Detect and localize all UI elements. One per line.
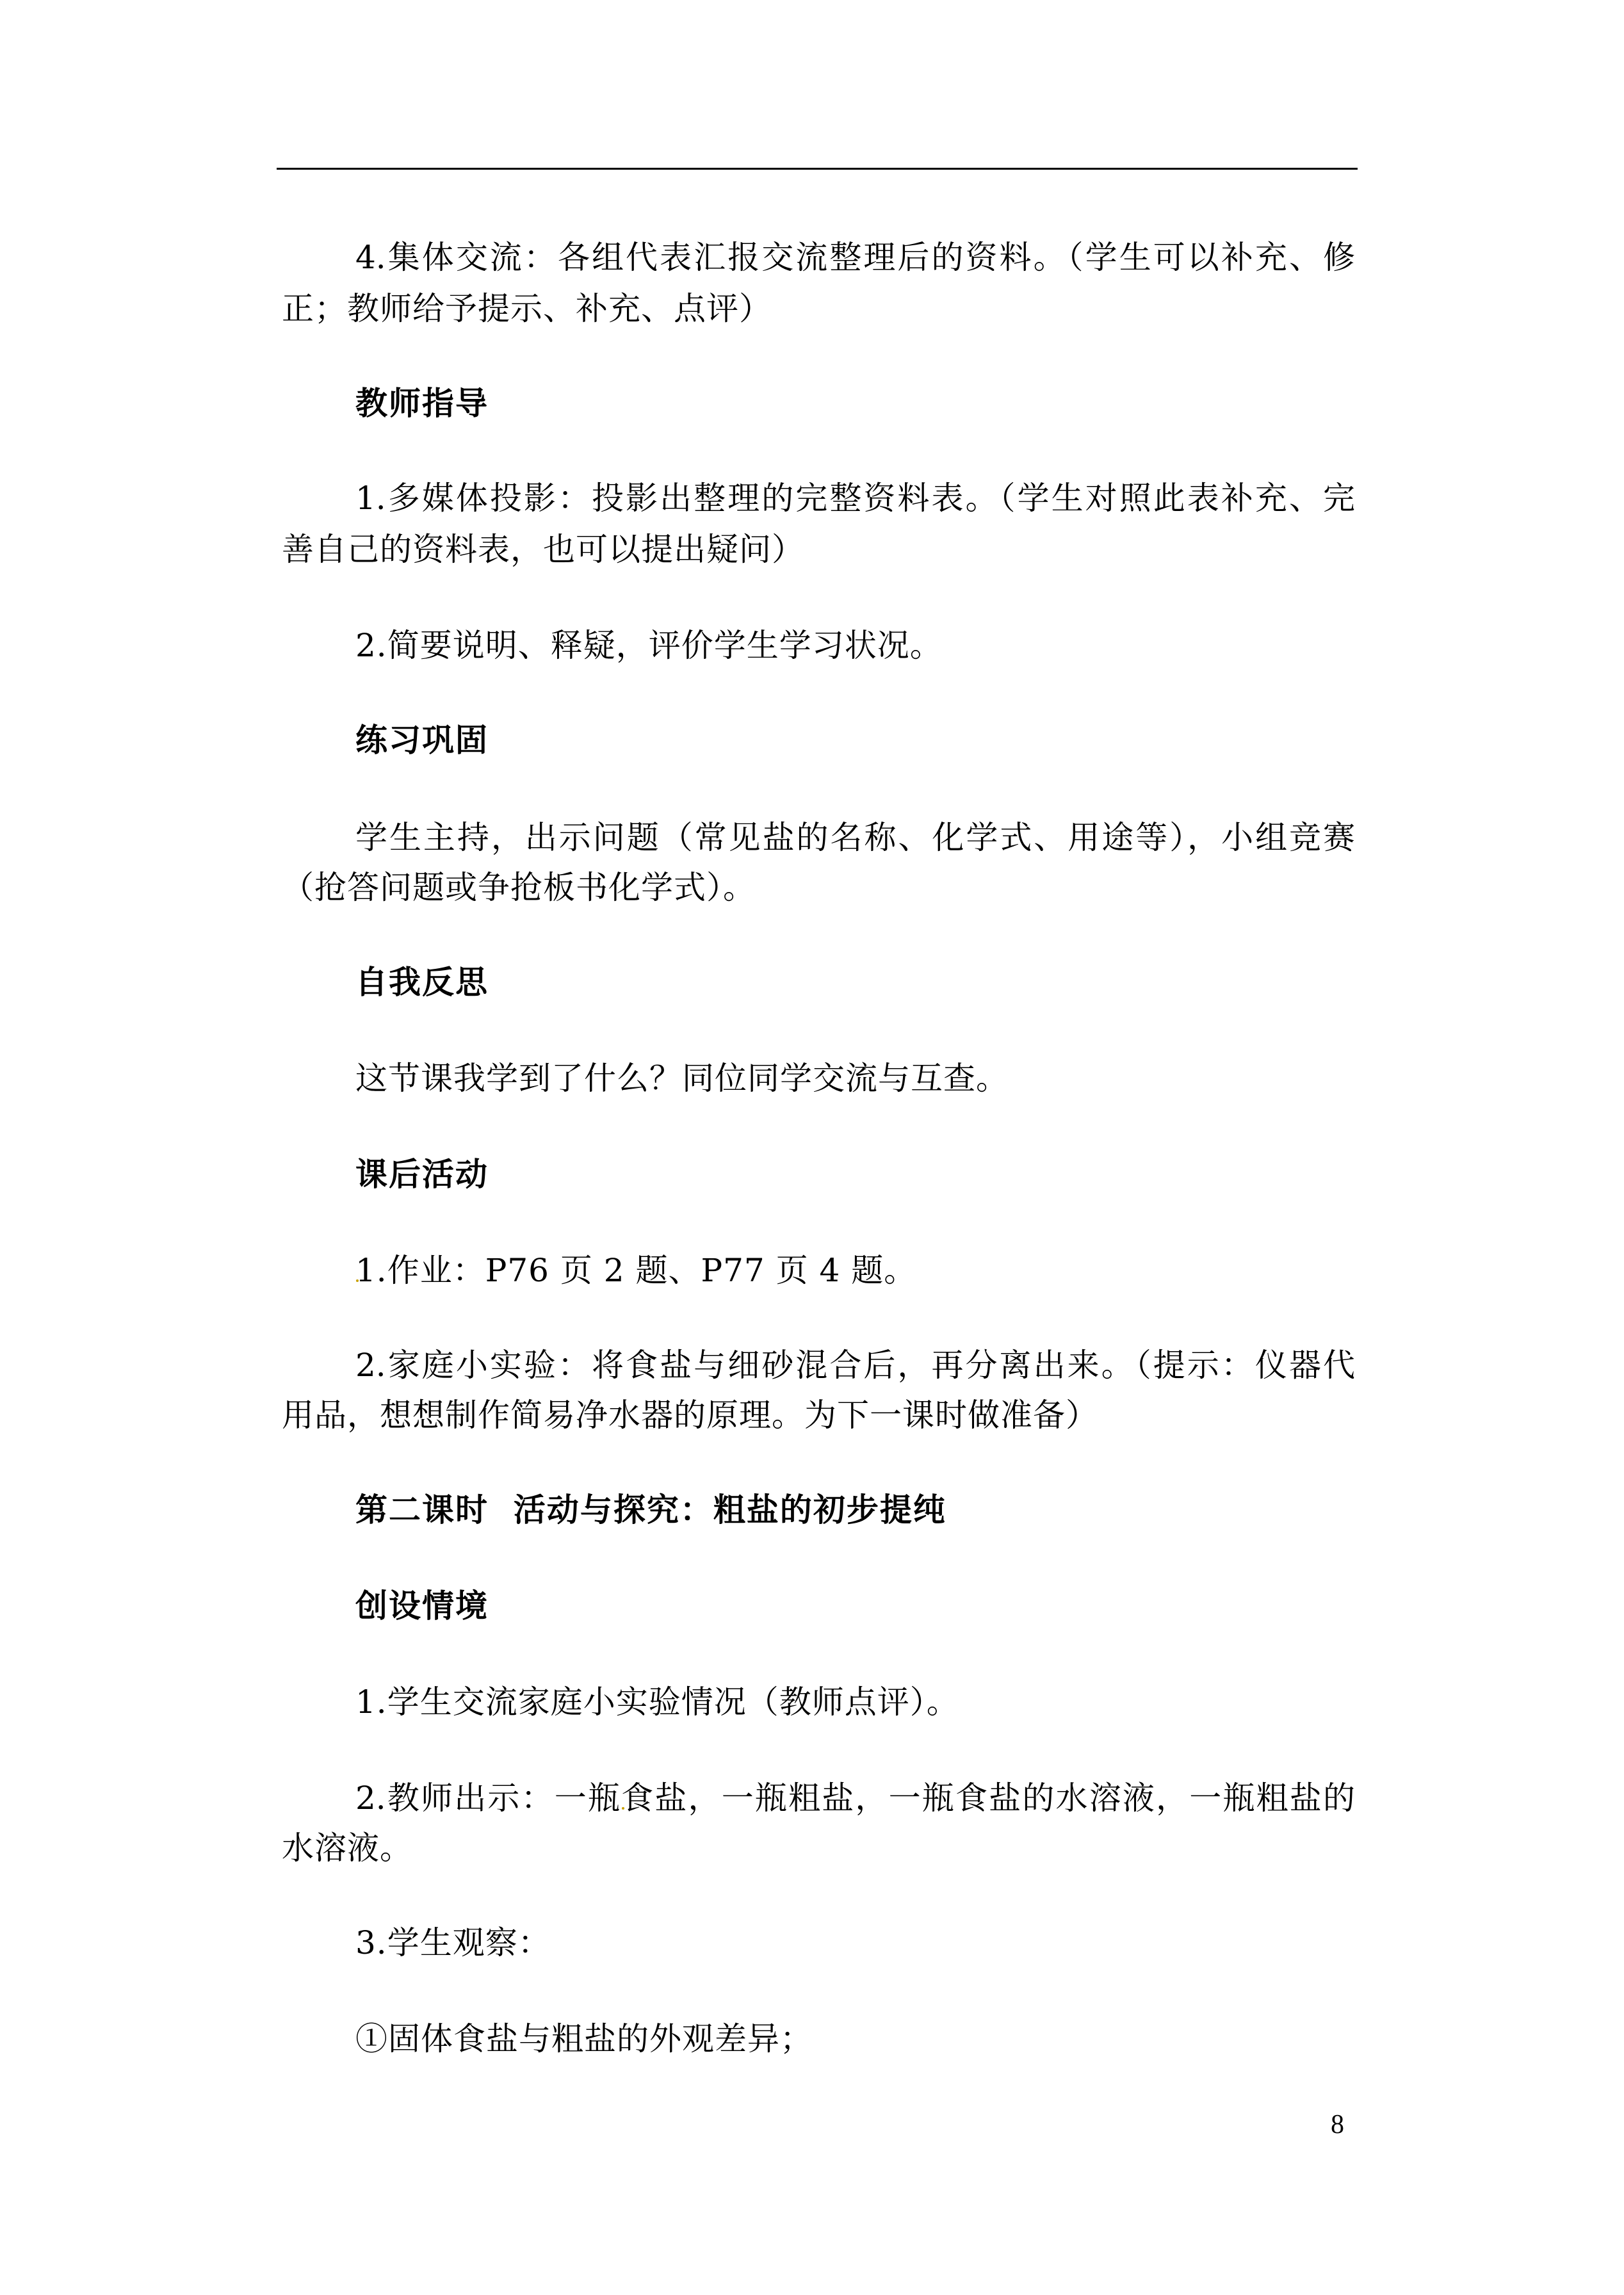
paragraph-brief-explanation: 2.简要说明、释疑，评价学生学习状况。 bbox=[355, 627, 943, 664]
heading-practice: 练习巩固 bbox=[355, 722, 489, 759]
paragraph-homework: 1.作业：P76 页 2 题、P77 页 4 题。 bbox=[355, 1252, 917, 1289]
page-number: 8 bbox=[1331, 2110, 1344, 2139]
heading-after-class: 课后活动 bbox=[355, 1156, 489, 1193]
paragraph-student-host-line2: （抢答问题或争抢板书化学式）。 bbox=[282, 869, 756, 906]
paragraph-home-experiment-line1: 2.家庭小实验：将食盐与细砂混合后，再分离出来。（提示：仪器代 bbox=[355, 1347, 1355, 1384]
paragraph-teacher-shows-line1: 2.教师出示：一瓶食盐，一瓶粗盐，一瓶食盐的水溶液，一瓶粗盐的 bbox=[355, 1780, 1355, 1817]
heading-second-lesson: 第二课时 活动与探究：粗盐的初步提纯 bbox=[355, 1491, 946, 1529]
paragraph-teacher-shows-line2: 水溶液。 bbox=[282, 1829, 412, 1867]
paragraph-observation-item-1: ①固体食盐与粗盐的外观差异； bbox=[355, 2020, 813, 2057]
paragraph-students-exchange: 1.学生交流家庭小实验情况（教师点评）。 bbox=[355, 1683, 959, 1721]
paragraph-projection-line1: 1.多媒体投影：投影出整理的完整资料表。（学生对照此表补充、完 bbox=[355, 480, 1355, 517]
header-rule bbox=[277, 168, 1358, 170]
paragraph-home-experiment-line2: 用品，想想制作简易净水器的原理。为下一课时做准备） bbox=[282, 1397, 1098, 1434]
heading-create-scenario: 创设情境 bbox=[355, 1587, 489, 1625]
paragraph-students-observe: 3.学生观察： bbox=[355, 1924, 551, 1961]
paragraph-reflection-question: 这节课我学到了什么？同位同学交流与互查。 bbox=[355, 1060, 1009, 1097]
heading-teacher-guidance: 教师指导 bbox=[355, 385, 489, 422]
paragraph-student-host-line1: 学生主持，出示问题（常见盐的名称、化学式、用途等），小组竞赛 bbox=[355, 819, 1355, 856]
paragraph-group-exchange-line1: 4.集体交流：各组代表汇报交流整理后的资料。（学生可以补充、修 bbox=[355, 239, 1355, 276]
paragraph-group-exchange-line2: 正；教师给予提示、补充、点评） bbox=[282, 290, 772, 327]
paragraph-projection-line2: 善自己的资料表，也可以提出疑问） bbox=[282, 531, 804, 568]
heading-self-reflection: 自我反思 bbox=[355, 964, 489, 1001]
